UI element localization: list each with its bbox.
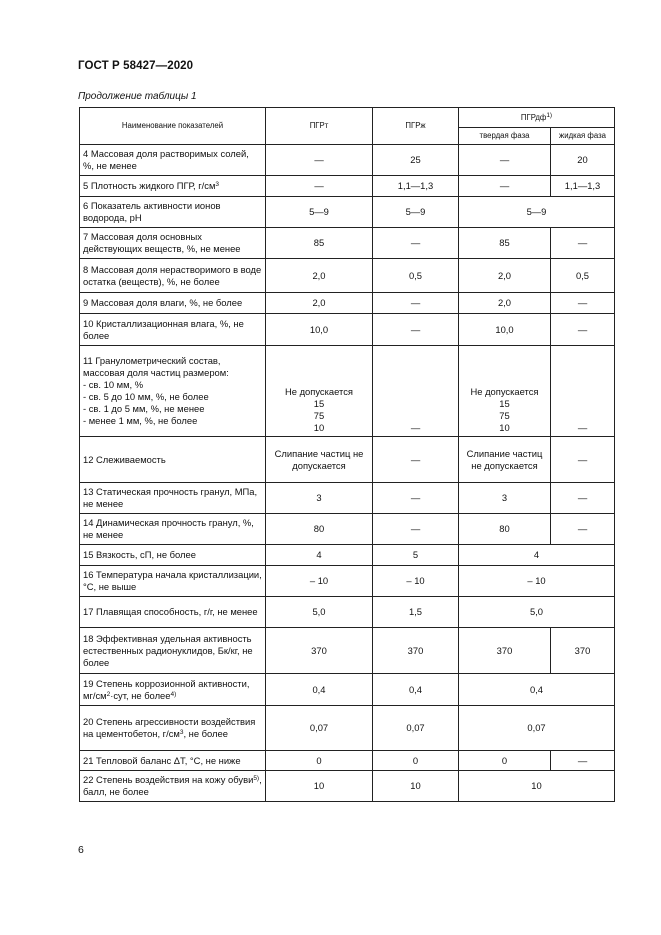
size-item: - св. 5 до 10 мм, %, не более	[83, 391, 209, 402]
row-label: 14 Динамическая прочность гранул, %, не менее	[80, 514, 266, 545]
cell-solid: 370	[459, 628, 551, 674]
row-label: 7 Массовая доля основных действующих веществ, %, не менее	[80, 228, 266, 259]
row-label-text: 5 Плотность жидкого ПГР, г/см	[83, 180, 216, 191]
cell-solid: 3	[459, 483, 551, 514]
cell-pgr-df: 0,4	[459, 674, 615, 706]
cell-pgr-zh: —	[373, 437, 459, 483]
size-item: - св. 1 до 5 мм, %, не менее	[83, 403, 205, 414]
row-label-footnote: 4)	[170, 690, 177, 698]
header-pgr-df-footnote: 1)	[546, 111, 553, 119]
size-item: - св. 10 мм, %	[83, 379, 144, 390]
cell-pgr-t: —	[266, 176, 373, 197]
cell-pgr-t: Слипание частиц не допускается	[266, 437, 373, 483]
cell-liquid: 370	[551, 628, 615, 674]
value-line: 75	[499, 410, 510, 421]
cell-pgr-zh: 0	[373, 751, 459, 771]
table-row	[80, 314, 615, 346]
cell-liquid: —	[551, 293, 615, 314]
row-label-text: 20 Степень агрессивности воздействия на цементобетон, г/см	[83, 716, 256, 739]
page-number: 6	[78, 844, 84, 856]
header-solid-phase: твердая фаза	[459, 128, 551, 145]
table-row	[80, 228, 615, 259]
value-line: 10	[499, 422, 510, 433]
row-label: 12 Слеживаемость	[80, 437, 266, 483]
row-label: 13 Статическая прочность гранул, МПа, не менее	[80, 483, 266, 514]
table-row	[80, 751, 615, 771]
cell-pgr-zh: —	[373, 293, 459, 314]
cell-solid	[459, 346, 551, 437]
cell-solid: 0	[459, 751, 551, 771]
cell-pgr-t: 10	[266, 771, 373, 802]
cell-liquid: —	[551, 314, 615, 346]
row-label-superscript: 3	[179, 729, 184, 736]
cell-pgr-zh: 10	[373, 771, 459, 802]
document-header: ГОСТ Р 58427—2020	[78, 60, 194, 72]
table-row	[80, 176, 615, 197]
cell-pgr-zh: 5	[373, 545, 459, 566]
cell-liquid: 20	[551, 145, 615, 176]
table-caption: Продолжение таблицы 1	[78, 91, 197, 102]
cell-solid: 2,0	[459, 259, 551, 293]
cell-pgr-zh: – 10	[373, 566, 459, 597]
row-label: 15 Вязкость, сП, не более	[80, 545, 266, 566]
row-label: 17 Плавящая способность, г/г, не менее	[80, 597, 266, 628]
header-pgr-df-label: ПГРдф	[520, 112, 547, 122]
table-row	[80, 566, 615, 597]
table-row	[80, 293, 615, 314]
cell-pgr-df: 5,0	[459, 597, 615, 628]
table-row	[80, 346, 615, 437]
cell-pgr-zh: 1,1—1,3	[373, 176, 459, 197]
row-label: 8 Массовая доля нерастворимого в воде остатка (веществ), %, не более	[80, 259, 266, 293]
row-label	[80, 176, 266, 197]
cell-pgr-df: 5—9	[459, 197, 615, 228]
value-line: 75	[313, 410, 325, 421]
table-row	[80, 545, 615, 566]
table-row	[80, 483, 615, 514]
table-row	[80, 437, 615, 483]
cell-pgr-t: 2,0	[266, 259, 373, 293]
row-label-text: ·сут, не более	[110, 689, 171, 701]
cell-pgr-t: 10,0	[266, 314, 373, 346]
cell-pgr-df: 0,07	[459, 706, 615, 751]
cell-pgr-t: 0	[266, 751, 373, 771]
cell-pgr-zh: —	[373, 346, 459, 437]
cell-pgr-zh: 0,5	[373, 259, 459, 293]
row-label-text: 19 Степень коррозионной активности, мг/см	[83, 677, 250, 701]
cell-pgr-t: 3	[266, 483, 373, 514]
cell-pgr-t: —	[266, 145, 373, 176]
cell-liquid: 1,1—1,3	[551, 176, 615, 197]
cell-liquid: —	[551, 483, 615, 514]
cell-pgr-df: – 10	[459, 566, 615, 597]
cell-solid: —	[459, 176, 551, 197]
cell-pgr-t: 80	[266, 514, 373, 545]
cell-liquid: —	[551, 514, 615, 545]
row-label	[80, 674, 266, 706]
cell-solid: Слипание частиц не допускается	[459, 437, 551, 483]
row-label-footnote: 5)	[253, 775, 260, 782]
cell-pgr-t	[266, 346, 373, 437]
cell-pgr-zh: 370	[373, 628, 459, 674]
cell-pgr-zh: 0,07	[373, 706, 459, 751]
table-row	[80, 628, 615, 674]
cell-pgr-zh: 1,5	[373, 597, 459, 628]
row-label: 18 Эффективная удельная активность естественных радионуклидов, Бк/кг, не более	[80, 628, 266, 674]
header-name: Наименование показателей	[80, 108, 266, 145]
row-label-text: , балл, не более	[83, 774, 262, 797]
cell-pgr-df: 4	[459, 545, 615, 566]
header-pgr-t: ПГРт	[266, 108, 373, 145]
cell-pgr-t: 0,07	[266, 706, 373, 751]
row-label-superscript: 2	[106, 690, 111, 698]
cell-pgr-t: 2,0	[266, 293, 373, 314]
cell-pgr-zh: 5—9	[373, 197, 459, 228]
cell-pgr-zh: —	[373, 483, 459, 514]
table-row	[80, 145, 615, 176]
cell-pgr-t: 4	[266, 545, 373, 566]
cell-pgr-t: 370	[266, 628, 373, 674]
cell-pgr-t: 5,0	[266, 597, 373, 628]
cell-liquid: —	[551, 346, 615, 437]
table-row	[80, 771, 615, 802]
cell-pgr-t: 5—9	[266, 197, 373, 228]
cell-pgr-t: – 10	[266, 566, 373, 597]
table-row	[80, 597, 615, 628]
row-label	[80, 706, 266, 751]
value-line: 10	[313, 422, 325, 433]
row-label	[80, 346, 266, 437]
cell-pgr-zh: —	[373, 228, 459, 259]
table-row	[80, 259, 615, 293]
row-label: 21 Тепловой баланс ΔT, °С, не ниже	[80, 751, 266, 771]
size-item: - менее 1 мм, %, не более	[83, 415, 198, 426]
row-label: 6 Показатель активности ионов водорода, pH	[80, 197, 266, 228]
cell-pgr-zh: —	[373, 314, 459, 346]
cell-liquid: —	[551, 228, 615, 259]
row-label-superscript: 3	[215, 181, 220, 188]
table-row	[80, 514, 615, 545]
cell-liquid: —	[551, 751, 615, 771]
header-row	[80, 108, 615, 128]
value-line: Не допускается	[470, 386, 539, 397]
value-line: 15	[313, 398, 325, 409]
cell-liquid: 0,5	[551, 259, 615, 293]
table-row	[80, 674, 615, 706]
cell-pgr-df: 10	[459, 771, 615, 802]
table-row	[80, 197, 615, 228]
value-line: Не допускается	[285, 386, 353, 397]
header-pgr-zh: ПГРж	[373, 108, 459, 145]
properties-table	[79, 107, 615, 802]
cell-pgr-t: 85	[266, 228, 373, 259]
cell-pgr-zh: 25	[373, 145, 459, 176]
header-liquid-phase: жидкая фаза	[551, 128, 615, 145]
cell-solid: —	[459, 145, 551, 176]
cell-solid: 85	[459, 228, 551, 259]
row-label: 4 Массовая доля растворимых солей, %, не менее	[80, 145, 266, 176]
cell-solid: 80	[459, 514, 551, 545]
cell-solid: 2,0	[459, 293, 551, 314]
row-label: 16 Температура начала кристаллизации, °С, не выше	[80, 566, 266, 597]
header-pgr-df	[459, 108, 615, 128]
row-label: 9 Массовая доля влаги, %, не более	[80, 293, 266, 314]
cell-liquid: —	[551, 437, 615, 483]
cell-pgr-t: 0,4	[266, 674, 373, 706]
value-line: 15	[499, 398, 510, 409]
row-label-text: 11 Гранулометрический состав, массовая доля частиц размером:	[83, 355, 229, 378]
row-label: 10 Кристаллизационная влага, %, не более	[80, 314, 266, 346]
row-label-text: 22 Степень воздействия на кожу обуви	[83, 774, 254, 785]
cell-solid: 10,0	[459, 314, 551, 346]
cell-pgr-zh: —	[373, 514, 459, 545]
row-label	[80, 771, 266, 802]
row-label-text: , не более	[183, 728, 228, 739]
cell-pgr-zh: 0,4	[373, 674, 459, 706]
table-row	[80, 706, 615, 751]
